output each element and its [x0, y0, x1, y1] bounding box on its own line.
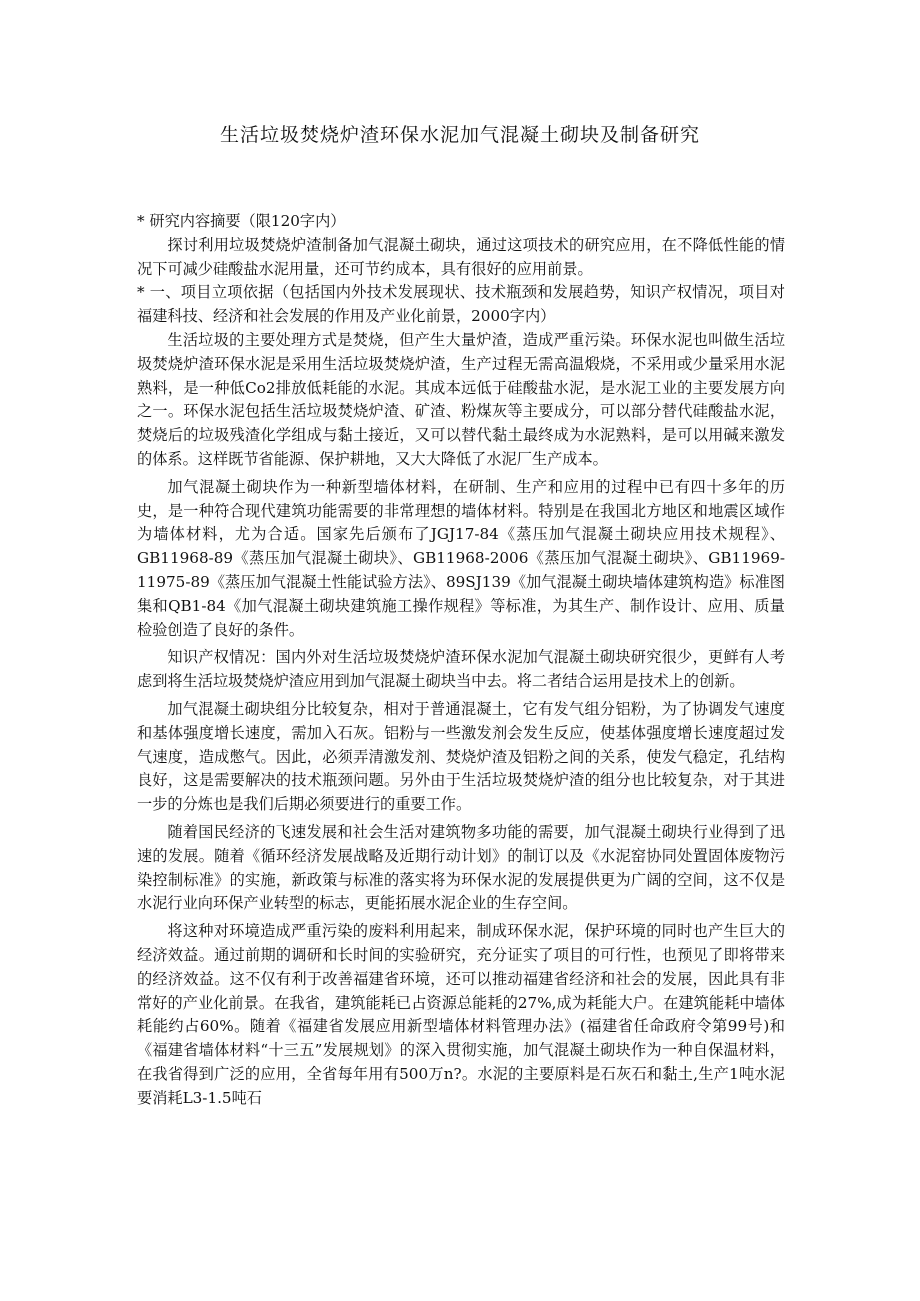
paragraph-waste-incineration: 生活垃圾的主要处理方式是焚烧，但产生大量炉渣，造成严重污染。环保水泥也叫做生活垃圾焚烧炉渣环保水泥是采用生活垃圾焚烧炉渣，生产过程无需高温煅烧，不采用或少量采用水泥熟料，是一种低Co2排放低耗能的水泥。其成本远低于硅酸盐水泥，是水泥工业的主要发展方向之一。环保水泥包括生活垃圾焚烧炉渣、矿渣、粉煤灰等主要成分，可以部分替代硅酸盐水泥，焚烧后的垃圾残渣化学组成与黏土接近，又可以替代黏土最终成为水泥熟料，是可以用碱来激发的体系。这样既节省能源、保护耕地，又大大降低了水泥厂生产成本。 [137, 330, 785, 468]
summary-text: 探讨利用垃圾焚烧炉渣制备加气混凝土砌块，通过这项技术的研究应用，在不降低性能的情况下可减少硅酸盐水泥用量，还可节约成本，具有很好的应用前景。 [137, 235, 785, 278]
paragraph-intellectual-property: 知识产权情况：国内外对生活垃圾焚烧炉渣环保水泥加气混凝土砌块研究很少，更鲜有人考虑到将生活垃圾焚烧炉渣应用到加气混凝土砌块当中去。将二者结合运用是技术上的创新。 [137, 648, 785, 691]
document-body [137, 210, 785, 1110]
basis-heading: * 一、项目立项依据（包括国内外技术发展现状、技术瓶颈和发展趋势，知识产权情况，项目对福建科技、经济和社会发展的作用及产业化前景，2000字内） [137, 283, 785, 326]
paragraph-development-trend: 随着国民经济的飞速发展和社会生活对建筑物多功能的需要，加气混凝土砌块行业得到了迅速的发展。随着《循环经济发展战略及近期行动计划》的制订以及《水泥窑协同处置固体废物污染控制标准》的实施，新政策与标准的落实将为环保水泥的发展提供更为广阔的空间，这不仅是水泥行业向环保产业转型的标志，更能拓展水泥企业的生存空间。 [137, 822, 785, 913]
paragraph-industrial-prospect: 将这种对环境造成严重污染的废料利用起来，制成环保水泥，保护环境的同时也产生巨大的经济效益。通过前期的调研和长时间的实验研究，充分证实了项目的可行性，也预见了即将带来的经济效益。这不仅有利于改善福建省环境，还可以推动福建省经济和社会的发展，因此具有非常好的产业化前景。在我省，建筑能耗已占资源总能耗的27%,成为耗能大户。在建筑能耗中墙体耗能约占60%。随着《福建省发展应用新型墙体材料管理办法》(福建省任命政府令第99号)和《福建省墙体材料“十三五”发展规划》的深入贯彻实施，加气混凝土砌块作为一种自保温材料，在我省得到广泛的应用，全省每年用有500万n?。水泥的主要原料是石灰石和黏土,生产1吨水泥要消耗L3-1.5吨石 [137, 922, 785, 1107]
summary-heading: * 研究内容摘要（限120字内） [137, 212, 346, 230]
paragraph-technical-bottleneck: 加气混凝土砌块组分比较复杂，相对于普通混凝土，它有发气组分铝粉，为了协调发气速度和基体强度增长速度，需加入石灰。铝粉与一些激发剂会发生反应，使基体强度增长速度超过发气速度，造成憋气。因此，必须弄清激发剂、焚烧炉渣及铝粉之间的关系，使发气稳定，孔结构良好，这是需要解决的技术瓶颈问题。另外由于生活垃圾焚烧炉渣的组分也比较复杂，对于其进一步的分炼也是我们后期必须要进行的重要工作。 [137, 699, 785, 814]
document-title: 生活垃圾焚烧炉渣环保水泥加气混凝土砌块及制备研究 [219, 124, 700, 146]
paragraph-aerated-concrete: 加气混凝土砌块作为一种新型墙体材料，在研制、生产和应用的过程中已有四十多年的历史，是一种符合现代建筑功能需要的非常理想的墙体材料。特别是在我国北方地区和地震区域作为墙体材料，尤为合适。国家先后颁布了JGJ17-84《蒸压加气混凝土砌块应用技术规程》、GB11968-89《蒸压加气混凝土砌块》、GB11968-2006《蒸压加气混凝土砌块》、GB11969-11975-89《蒸压加气混凝土性能试验方法》、89SJ139《加气混凝土砌块墙体建筑构造》标准图集和QB1-84《加气混凝土砌块建筑施工操作规程》等标准，为其生产、制作设计、应用、质量检验创造了良好的条件。 [137, 477, 785, 639]
